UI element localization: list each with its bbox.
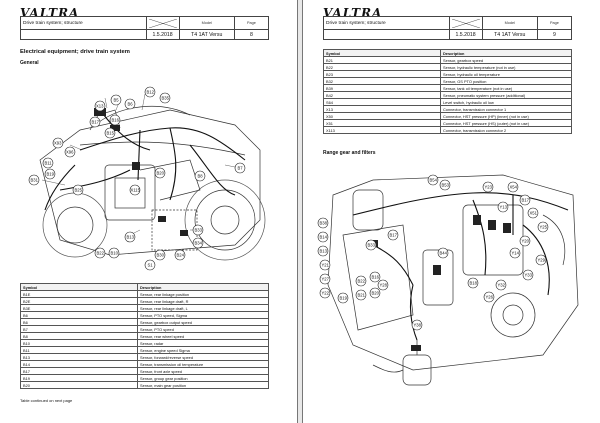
table-row: X113 Connector, transmission connector 2 [324, 127, 572, 134]
callout: B30 [156, 252, 164, 258]
table-header-description: Description [138, 284, 269, 291]
callout: B5 [113, 97, 119, 103]
callout: B12 [146, 89, 154, 95]
header-empty [21, 30, 147, 40]
callout: X93 [54, 140, 62, 146]
header-model-label: Model [482, 17, 537, 30]
callout: Y38 [413, 322, 421, 328]
callout: Y14 [511, 250, 519, 256]
callout: B13 [319, 248, 327, 254]
callout: B17 [389, 232, 397, 238]
table-row: S64 Level switch, hydraulic oil low [324, 99, 572, 106]
table-row: B23 Sensor, hydraulic oil temperature [324, 71, 572, 78]
callout: B33 [367, 242, 375, 248]
table-row: B13 Sensor, forward/reverse speed [21, 354, 269, 361]
table-row: B22 Sensor, hydraulic temperature (not in use) [324, 64, 572, 71]
callout: Y23 [484, 184, 492, 190]
callout: B24 [176, 252, 184, 258]
table-row: X13 Connector, transmission connector 1 [324, 106, 572, 113]
subsection-title: Range gear and filters [323, 150, 376, 156]
callout: B31 [30, 177, 38, 183]
callout: B17 [521, 197, 529, 203]
table-row: B19 Sensor, group gear position [21, 375, 269, 382]
callout: B25 [74, 187, 82, 193]
header-date: 1.5.2018 [449, 30, 482, 40]
callout: B34 [194, 240, 202, 246]
callout: B7 [237, 165, 243, 171]
callout: B19 [46, 171, 54, 177]
table-row: B6 Sensor, gearbox output speed [21, 319, 269, 326]
drive-train-diagram [20, 70, 280, 275]
callout: B15 [106, 130, 114, 136]
header-model: T4 1AT Versu [482, 30, 537, 40]
right-page [302, 0, 600, 423]
callout: B14 [319, 234, 327, 240]
callout-markers [29, 87, 245, 270]
header-page-number: 9 [537, 30, 571, 40]
table-row: B20 Sensor, main gear position [21, 382, 269, 389]
callout: B33 [194, 227, 202, 233]
callout: Y32 [497, 282, 505, 288]
header-cross-box [449, 17, 482, 30]
table-row: B2E Sensor, rear linkage draft, R [21, 298, 269, 305]
callout: B38 [319, 220, 327, 226]
table-row: B10 Sensor, radar [21, 340, 269, 347]
callout: B16 [111, 117, 119, 123]
table-row: B11 Sensor, engine speed Sigma [21, 347, 269, 354]
callout: B18 [469, 280, 477, 286]
callout: B11 [44, 160, 52, 166]
callout: Y29 [537, 257, 545, 263]
table-continued-note: Table continued on next page [20, 398, 73, 403]
page-header-table [20, 16, 269, 40]
cross-icon [149, 19, 177, 28]
callout: B19 [339, 295, 347, 301]
callout: B53 [441, 182, 449, 188]
header-empty [324, 30, 450, 40]
callout: Y21 [321, 262, 329, 268]
callout: Y26 [485, 294, 493, 300]
table-row: B21 Sensor, gearbox speed [324, 57, 572, 64]
callout: B22 [96, 250, 104, 256]
header-page-number: 8 [234, 30, 268, 40]
table-row: X50 Connector, HST pressure (HP) (inner) (not in use) [324, 113, 572, 120]
callout: X51 [529, 210, 537, 216]
table-header-symbol: Symbol [21, 284, 138, 291]
callout: B35 [161, 95, 169, 101]
section-title: Electrical equipment; drive train system [20, 49, 130, 55]
table-row: B1E Sensor, rear linkage position [21, 291, 269, 298]
page-header-table [323, 16, 572, 40]
table-row: X51 Connector, HST pressure (HS) (outer) (not in use) [324, 120, 572, 127]
callout: B21 [357, 292, 365, 298]
header-date: 1.5.2018 [146, 30, 179, 40]
callout: S1 [147, 262, 153, 268]
callout: B6 [127, 101, 133, 107]
callout: B16 [371, 274, 379, 280]
callout: X13 [96, 103, 104, 109]
table-row: B8 Sensor, rear wheel speed [21, 333, 269, 340]
callout: B13 [126, 234, 134, 240]
callout: X96 [66, 149, 74, 155]
callout: B54 [429, 177, 437, 183]
subsection-title: General [20, 60, 39, 66]
table-row: B6 Sensor, PTO speed, Sigma [21, 312, 269, 319]
valtra-logo: VALTRA [323, 6, 383, 20]
header-title: Drive train system; structure [324, 17, 450, 30]
callout: B17 [91, 119, 99, 125]
header-title: Drive train system; structure [21, 17, 147, 30]
range-gear-diagram [313, 165, 593, 415]
header-page-label: Page [234, 17, 268, 30]
table-row: B32 Sensor, GS PTO position [324, 78, 572, 85]
callout: B44 [439, 250, 447, 256]
table-row: B7 Sensor, PTO speed [21, 326, 269, 333]
callout: Y20 [521, 238, 529, 244]
callout: B22 [357, 278, 365, 284]
cross-icon [452, 19, 480, 28]
table-row: B39 Sensor, tank oil temperature (not in use) [324, 85, 572, 92]
table-header-description: Description [441, 50, 572, 57]
table-row: B17 Sensor, front axle speed [21, 368, 269, 375]
table-row: B3E Sensor, rear linkage draft, L [21, 305, 269, 312]
callout: B20 [156, 170, 164, 176]
callout: Y27 [321, 276, 329, 282]
header-cross-box [146, 17, 179, 30]
callout: Y13 [499, 204, 507, 210]
callout: X115 [130, 187, 140, 193]
callout: X54 [509, 184, 517, 190]
valtra-logo: VALTRA [20, 6, 80, 20]
header-model: T4 1AT Versu [179, 30, 234, 40]
callout: B20 [371, 290, 379, 296]
table-row: B42 Sensor, pneumatic system pressure (additional) [324, 92, 572, 99]
callout: Y22 [321, 290, 329, 296]
symbol-table [20, 283, 269, 389]
symbol-table [323, 49, 572, 134]
callout: Y28 [379, 282, 387, 288]
left-page [0, 0, 298, 423]
callout: B8 [197, 173, 203, 179]
callout: Y33 [524, 272, 532, 278]
callout: B10 [110, 250, 118, 256]
table-header-symbol: Symbol [324, 50, 441, 57]
callout: Y25 [539, 224, 547, 230]
header-page-label: Page [537, 17, 571, 30]
header-model-label: Model [179, 17, 234, 30]
table-row: B14 Sensor, transmission oil temperature [21, 361, 269, 368]
